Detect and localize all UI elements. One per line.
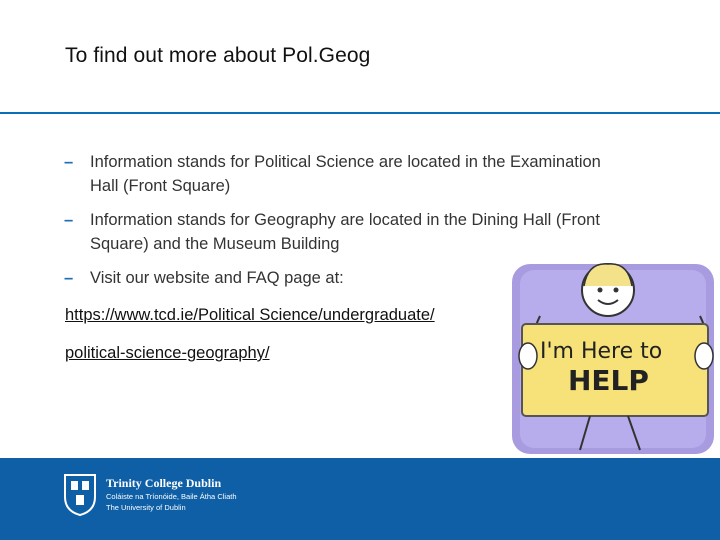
bullet-text: Information stands for Political Science are located in the Examination Hall (Front Square) [90, 153, 601, 195]
slide-title: To find out more about Pol.Geog [65, 44, 371, 67]
bullet-text: Visit our website and FAQ page at: [90, 269, 344, 287]
bullet-marker: – [64, 211, 74, 229]
tcd-logo[interactable] [63, 473, 273, 521]
tcd-wordmark [106, 476, 237, 513]
bullet-text: Information stands for Geography are located in the Dining Hall (Front Square) and the Museum Building [90, 211, 600, 253]
bullet-item [62, 208, 622, 256]
website-link[interactable]: https://www.tcd.ie/Political Science/undergraduate/ [65, 306, 435, 324]
bullet-marker: – [64, 269, 74, 287]
bullet-item [62, 150, 622, 198]
tcd-crest-icon [63, 473, 97, 517]
logo-name: Trinity College Dublin [106, 476, 222, 490]
sign-text-line1: I'm Here to [540, 339, 663, 364]
title-divider [0, 112, 720, 114]
website-link-continued[interactable]: political-science-geography/ [65, 344, 270, 362]
bullet-marker: – [64, 153, 74, 171]
sign-text-line2: HELP [568, 364, 649, 397]
help-sign-illustration [510, 256, 720, 456]
logo-subtitle: The University of Dublin [106, 503, 186, 512]
logo-irish-name: Coláiste na Tríonóide, Baile Átha Cliath [106, 492, 237, 501]
